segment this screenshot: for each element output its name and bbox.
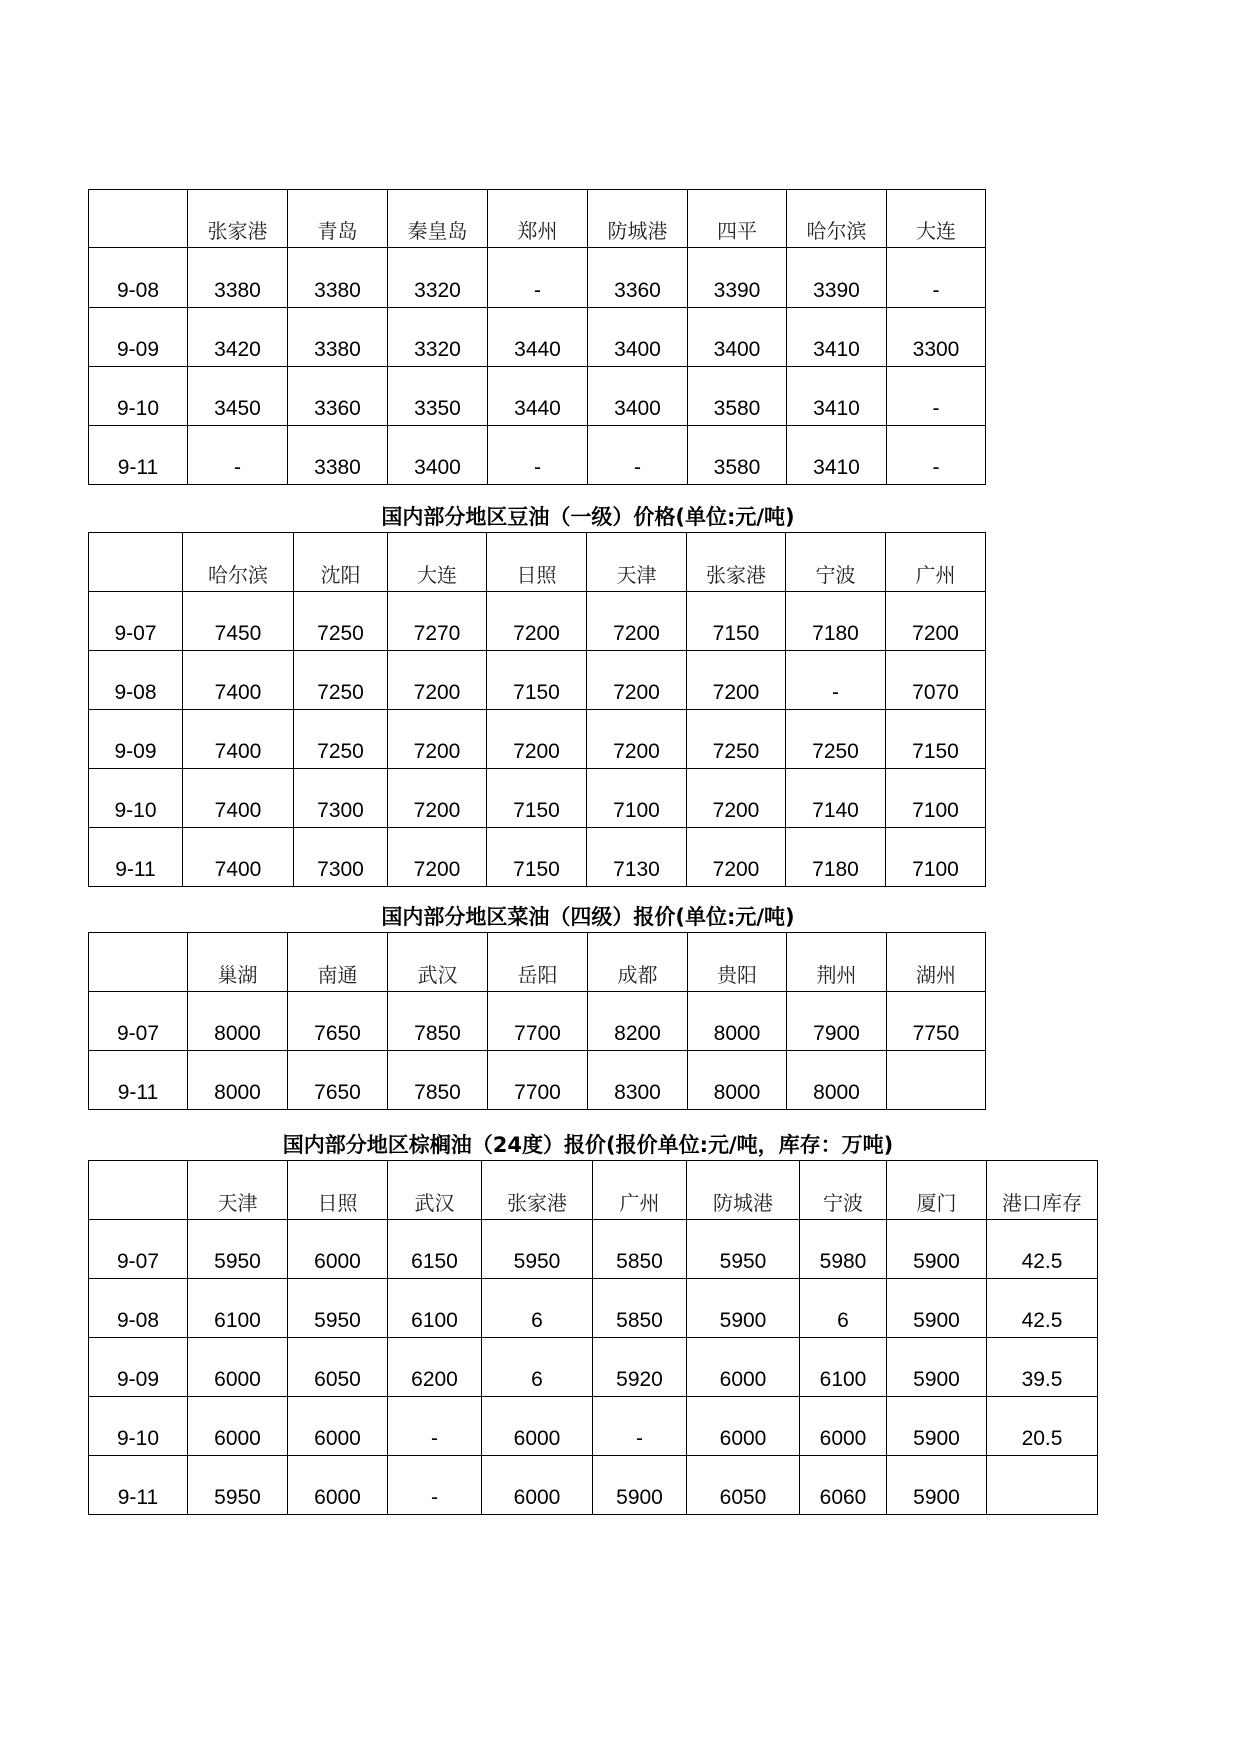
stock-cell: 20.5: [987, 1397, 1098, 1456]
price-cell: 7200: [587, 710, 687, 769]
price-cell: -: [388, 1456, 482, 1515]
date-cell: 9-09: [89, 710, 183, 769]
date-cell: 9-08: [89, 248, 188, 308]
header-cell: 武汉: [388, 1161, 482, 1220]
table-row: [89, 1220, 1098, 1279]
price-cell: 6000: [188, 1338, 288, 1397]
table-row: [89, 1279, 1098, 1338]
price-cell: 3420: [188, 308, 288, 367]
header-cell: [89, 1161, 188, 1220]
price-cell: 7130: [587, 828, 687, 887]
price-cell: 5850: [593, 1220, 687, 1279]
price-cell: 5900: [687, 1279, 800, 1338]
date-cell: 9-10: [89, 1397, 188, 1456]
price-cell: 3410: [787, 308, 887, 367]
price-cell: 3380: [288, 426, 388, 485]
price-cell: 7850: [388, 1051, 488, 1110]
price-cell: -: [488, 248, 588, 308]
price-cell: 7200: [388, 710, 487, 769]
price-cell: 3350: [388, 367, 488, 426]
date-cell: 9-09: [89, 308, 188, 367]
price-cell: 7400: [183, 828, 294, 887]
price-cell: 6100: [388, 1279, 482, 1338]
header-cell: [89, 190, 188, 248]
price-cell: 7200: [687, 828, 786, 887]
price-cell: 3580: [688, 426, 787, 485]
header-cell: 巢湖: [188, 933, 288, 992]
price-cell: 5950: [687, 1220, 800, 1279]
price-table-1: [88, 189, 986, 485]
header-cell: 荆州: [787, 933, 887, 992]
date-cell: 9-10: [89, 769, 183, 828]
price-cell: 6060: [800, 1456, 887, 1515]
table-row: [89, 1456, 1098, 1515]
table-row: [89, 992, 986, 1051]
price-cell: 3380: [288, 248, 388, 308]
price-cell: 3440: [488, 308, 588, 367]
header-cell: 青岛: [288, 190, 388, 248]
price-cell: 7140: [786, 769, 886, 828]
header-cell: 宁波: [800, 1161, 887, 1220]
header-cell: 郑州: [488, 190, 588, 248]
price-cell: 7200: [587, 651, 687, 710]
price-cell: 8200: [588, 992, 688, 1051]
header-cell: 宁波: [786, 533, 886, 592]
price-cell: 6000: [288, 1397, 388, 1456]
header-cell: 张家港: [482, 1161, 593, 1220]
header-cell: 沈阳: [294, 533, 388, 592]
price-cell: -: [887, 367, 986, 426]
header-cell: 日照: [288, 1161, 388, 1220]
header-cell: 厦门: [887, 1161, 987, 1220]
header-row: [89, 190, 986, 248]
header-cell: 哈尔滨: [183, 533, 294, 592]
price-cell: -: [786, 651, 886, 710]
price-cell: 5900: [887, 1220, 987, 1279]
price-cell: 3400: [588, 308, 688, 367]
price-cell: 3580: [688, 367, 787, 426]
header-cell: 防城港: [588, 190, 688, 248]
price-cell: 5920: [593, 1338, 687, 1397]
price-cell: 6000: [687, 1338, 800, 1397]
price-cell: 3390: [688, 248, 787, 308]
price-cell: 7750: [887, 992, 986, 1051]
price-cell: 3300: [887, 308, 986, 367]
header-row: [89, 533, 986, 592]
price-cell: 7250: [294, 651, 388, 710]
price-cell: 7400: [183, 769, 294, 828]
date-cell: 9-08: [89, 1279, 188, 1338]
price-cell: 3400: [688, 308, 787, 367]
price-cell: [887, 1051, 986, 1110]
price-cell: 6100: [188, 1279, 288, 1338]
header-cell: [89, 533, 183, 592]
table-row: [89, 1338, 1098, 1397]
price-cell: 7400: [183, 710, 294, 769]
price-cell: 7100: [886, 769, 986, 828]
price-cell: 7200: [587, 592, 687, 651]
price-cell: 7150: [487, 769, 587, 828]
price-cell: 3400: [388, 426, 488, 485]
price-cell: 6: [482, 1338, 593, 1397]
price-cell: 6100: [800, 1338, 887, 1397]
header-cell: 广州: [593, 1161, 687, 1220]
price-cell: 7250: [294, 710, 388, 769]
price-cell: 7650: [288, 992, 388, 1051]
price-cell: 3410: [787, 426, 887, 485]
price-cell: -: [593, 1397, 687, 1456]
price-cell: 7300: [294, 828, 388, 887]
rapeseed-oil-title: 国内部分地区菜油（四级）报价(单位:元/吨): [381, 905, 795, 929]
header-cell: 大连: [887, 190, 986, 248]
stock-cell: 42.5: [987, 1220, 1098, 1279]
price-cell: 5950: [188, 1220, 288, 1279]
price-cell: 7070: [886, 651, 986, 710]
price-cell: 7700: [488, 992, 588, 1051]
price-cell: 6000: [800, 1397, 887, 1456]
header-cell: 四平: [688, 190, 787, 248]
date-cell: 9-08: [89, 651, 183, 710]
price-cell: 7150: [487, 651, 587, 710]
header-cell: 秦皇岛: [388, 190, 488, 248]
header-row: [89, 1161, 1098, 1220]
date-cell: 9-11: [89, 1456, 188, 1515]
header-cell: 防城港: [687, 1161, 800, 1220]
price-cell: 7180: [786, 828, 886, 887]
table-row: [89, 592, 986, 651]
price-cell: 5900: [887, 1338, 987, 1397]
price-cell: 3360: [588, 248, 688, 308]
price-cell: 6000: [687, 1397, 800, 1456]
price-cell: 5980: [800, 1220, 887, 1279]
price-cell: 5950: [188, 1456, 288, 1515]
date-cell: 9-09: [89, 1338, 188, 1397]
price-cell: 7450: [183, 592, 294, 651]
soybean-oil-title: 国内部分地区豆油（一级）价格(单位:元/吨): [381, 505, 795, 529]
price-cell: 7200: [388, 651, 487, 710]
price-cell: -: [588, 426, 688, 485]
price-cell: 7400: [183, 651, 294, 710]
price-cell: 6: [800, 1279, 887, 1338]
price-cell: 7100: [886, 828, 986, 887]
rapeseed-oil-table: [88, 932, 986, 1110]
price-cell: 5900: [593, 1456, 687, 1515]
price-cell: -: [887, 426, 986, 485]
header-cell: 天津: [587, 533, 687, 592]
price-cell: 6150: [388, 1220, 482, 1279]
price-cell: 7200: [388, 769, 487, 828]
price-cell: 7250: [294, 592, 388, 651]
price-cell: 7250: [786, 710, 886, 769]
price-cell: 7650: [288, 1051, 388, 1110]
price-cell: 6200: [388, 1338, 482, 1397]
price-cell: 5850: [593, 1279, 687, 1338]
price-cell: -: [488, 426, 588, 485]
price-cell: 7900: [787, 992, 887, 1051]
header-cell: 岳阳: [488, 933, 588, 992]
price-cell: 7850: [388, 992, 488, 1051]
price-cell: 3380: [288, 308, 388, 367]
header-cell: 南通: [288, 933, 388, 992]
price-cell: 7200: [487, 592, 587, 651]
price-cell: 8000: [688, 992, 787, 1051]
price-cell: 6000: [288, 1220, 388, 1279]
header-cell: 张家港: [687, 533, 786, 592]
price-cell: 7250: [687, 710, 786, 769]
price-cell: 3380: [188, 248, 288, 308]
stock-cell: 39.5: [987, 1338, 1098, 1397]
price-cell: 6000: [482, 1397, 593, 1456]
price-cell: 5900: [887, 1397, 987, 1456]
price-cell: 6: [482, 1279, 593, 1338]
price-cell: -: [887, 248, 986, 308]
header-cell: 成都: [588, 933, 688, 992]
date-cell: 9-11: [89, 1051, 188, 1110]
date-cell: 9-11: [89, 828, 183, 887]
price-cell: 5950: [288, 1279, 388, 1338]
date-cell: 9-10: [89, 367, 188, 426]
price-cell: 3390: [787, 248, 887, 308]
price-cell: 3410: [787, 367, 887, 426]
price-cell: 5900: [887, 1456, 987, 1515]
date-cell: 9-07: [89, 992, 188, 1051]
table-row: [89, 367, 986, 426]
stock-cell: 42.5: [987, 1279, 1098, 1338]
table-row: [89, 1051, 986, 1110]
header-cell: 湖州: [887, 933, 986, 992]
price-cell: 7150: [886, 710, 986, 769]
price-cell: 7150: [487, 828, 587, 887]
price-cell: 7150: [687, 592, 786, 651]
price-cell: -: [188, 426, 288, 485]
price-cell: 7700: [488, 1051, 588, 1110]
price-cell: 3440: [488, 367, 588, 426]
palm-oil-table: [88, 1160, 1098, 1515]
price-cell: 3450: [188, 367, 288, 426]
table-row: [89, 828, 986, 887]
price-cell: 6050: [288, 1338, 388, 1397]
price-cell: 7200: [687, 769, 786, 828]
price-cell: 7300: [294, 769, 388, 828]
table-row: [89, 308, 986, 367]
price-cell: 3400: [588, 367, 688, 426]
palm-oil-title: 国内部分地区棕榈油（24度）报价(报价单位:元/吨，库存：万吨): [282, 1133, 894, 1157]
price-cell: 8000: [688, 1051, 787, 1110]
price-cell: 8000: [787, 1051, 887, 1110]
table-row: [89, 651, 986, 710]
price-cell: 7200: [487, 710, 587, 769]
price-cell: 7200: [388, 828, 487, 887]
header-cell: 日照: [487, 533, 587, 592]
table-row: [89, 769, 986, 828]
header-cell: 天津: [188, 1161, 288, 1220]
date-cell: 9-11: [89, 426, 188, 485]
price-cell: -: [388, 1397, 482, 1456]
price-cell: 7100: [587, 769, 687, 828]
header-cell: 哈尔滨: [787, 190, 887, 248]
price-cell: 8000: [188, 1051, 288, 1110]
soybean-oil-table: [88, 532, 986, 887]
price-cell: 6050: [687, 1456, 800, 1515]
header-cell: 港口库存: [987, 1161, 1098, 1220]
price-cell: 8000: [188, 992, 288, 1051]
header-cell: 贵阳: [688, 933, 787, 992]
price-cell: 5900: [887, 1279, 987, 1338]
header-cell: 广州: [886, 533, 986, 592]
header-row: [89, 933, 986, 992]
stock-cell: [987, 1456, 1098, 1515]
price-cell: 3320: [388, 248, 488, 308]
header-cell: 张家港: [188, 190, 288, 248]
price-cell: 7270: [388, 592, 487, 651]
date-cell: 9-07: [89, 1220, 188, 1279]
price-cell: 6000: [188, 1397, 288, 1456]
date-cell: 9-07: [89, 592, 183, 651]
header-cell: [89, 933, 188, 992]
table-row: [89, 426, 986, 485]
price-cell: 7180: [786, 592, 886, 651]
price-cell: 8300: [588, 1051, 688, 1110]
table-row: [89, 248, 986, 308]
price-cell: 6000: [482, 1456, 593, 1515]
price-cell: 7200: [886, 592, 986, 651]
price-cell: 3320: [388, 308, 488, 367]
header-cell: 大连: [388, 533, 487, 592]
header-cell: 武汉: [388, 933, 488, 992]
price-cell: 7200: [687, 651, 786, 710]
table-row: [89, 1397, 1098, 1456]
price-cell: 3360: [288, 367, 388, 426]
table-row: [89, 710, 986, 769]
price-cell: 5950: [482, 1220, 593, 1279]
price-cell: 6000: [288, 1456, 388, 1515]
